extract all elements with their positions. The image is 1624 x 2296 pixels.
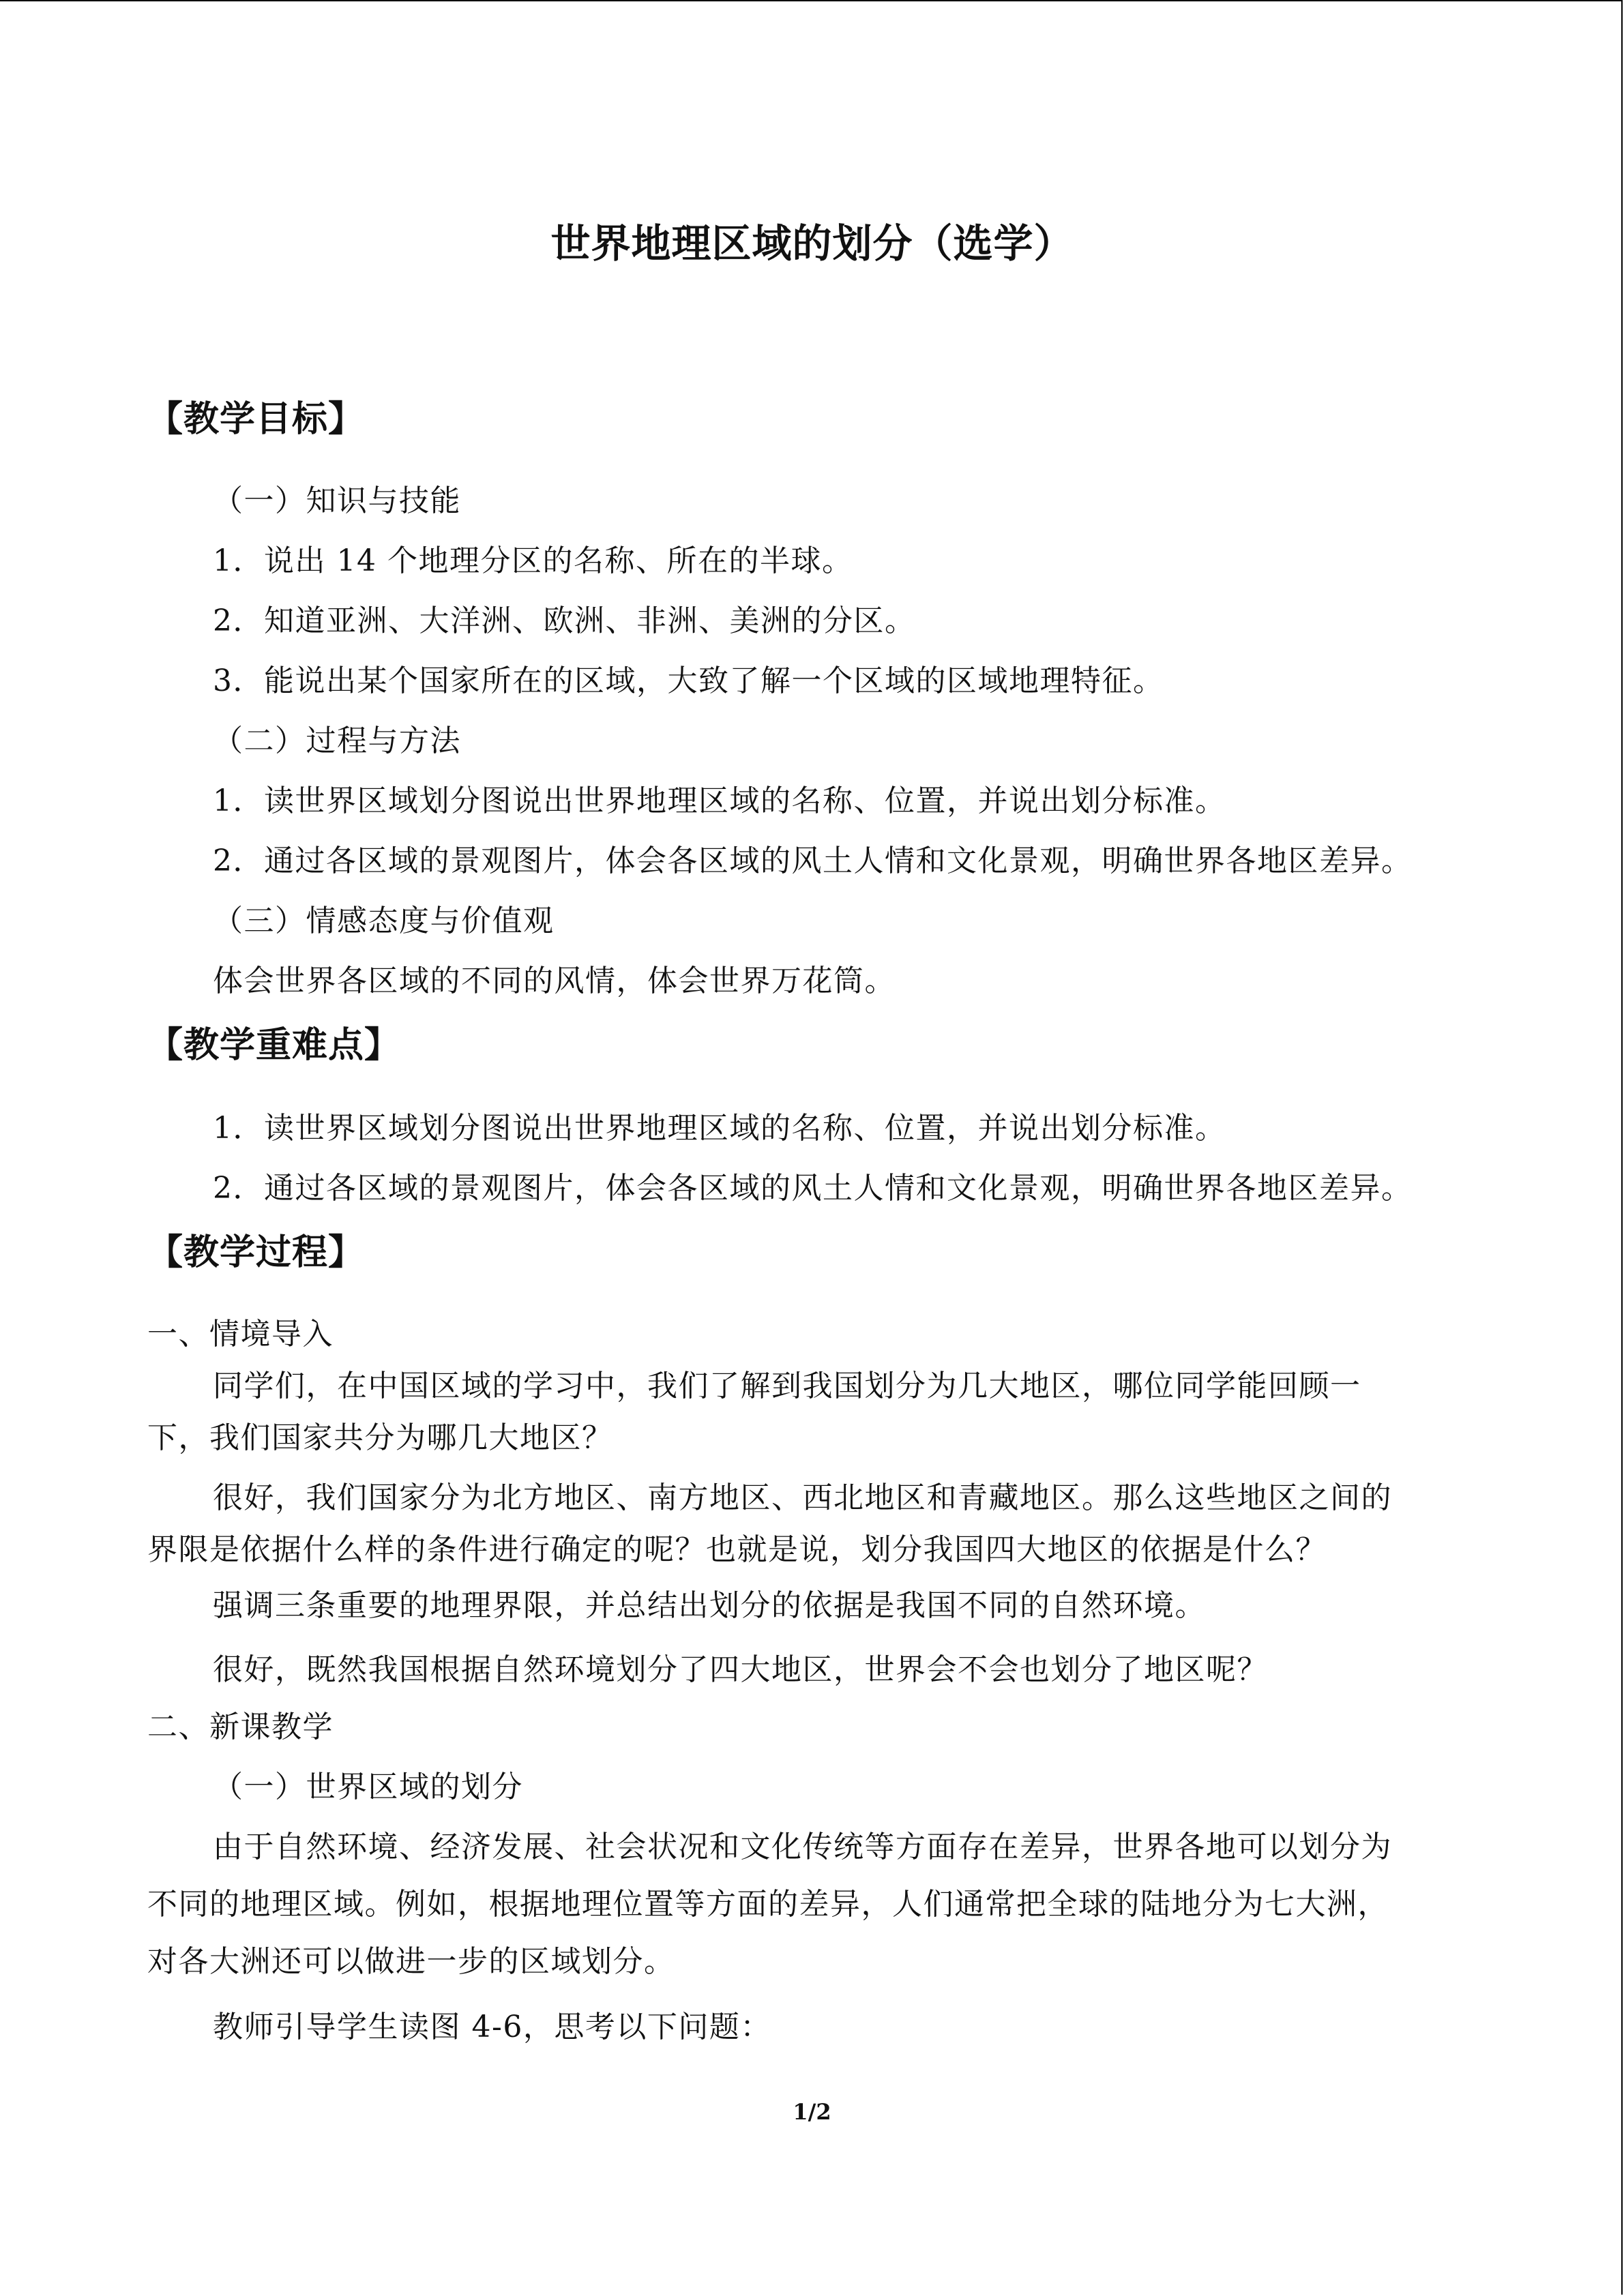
key-points-heading: 【教学重难点】 <box>147 1024 401 1066</box>
document-title: 世界地理区域的划分（选学） <box>550 220 1074 267</box>
section1-paragraph-2-line-1: 很好，我们国家分为北方地区、南方地区、西北地区和青藏地区。那么这些地区之间的 <box>213 1480 1392 1515</box>
key-point-item-1: 1．读世界区域划分图说出世界地理区域的名称、位置，并说出划分标准。 <box>213 1111 1226 1146</box>
page-number: 1/2 <box>793 2099 831 2125</box>
section2-paragraph-1-line-2: 不同的地理区域。例如，根据地理位置等方面的差异，人们通常把全球的陆地分为七大洲， <box>147 1887 1389 1922</box>
section1-paragraph-4: 很好，既然我国根据自然环境划分了四大地区，世界会不会也划分了地区呢？ <box>213 1652 1268 1687</box>
key-point-item-2: 2．通过各区域的景观图片，体会各区域的风土人情和文化景观，明确世界各地区差异。 <box>213 1171 1413 1206</box>
section1-heading: 一、情境导入 <box>147 1317 334 1352</box>
knowledge-item-1: 1．说出 14 个地理分区的名称、所在的半球。 <box>213 543 853 578</box>
section1-paragraph-1-line-2: 下，我们国家共分为哪几大地区？ <box>147 1420 613 1455</box>
section2-paragraph-1-line-3: 对各大洲还可以做进一步的区域划分。 <box>147 1944 675 1979</box>
knowledge-subheading: （一）知识与技能 <box>213 483 461 518</box>
section1-paragraph-2-line-2: 界限是依据什么样的条件进行确定的呢？也就是说，划分我国四大地区的依据是什么？ <box>147 1532 1327 1567</box>
section2-heading: 二、新课教学 <box>147 1710 334 1744</box>
process-subheading: （二）过程与方法 <box>213 724 461 758</box>
objectives-heading: 【教学目标】 <box>147 398 365 440</box>
attitude-text: 体会世界各区域的不同的风情，体会世界万花筒。 <box>213 964 896 998</box>
section2-subheading-1: （一）世界区域的划分 <box>213 1770 523 1804</box>
process-item-2: 2．通过各区域的景观图片，体会各区域的风土人情和文化景观，明确世界各地区差异。 <box>213 844 1413 878</box>
section1-paragraph-3: 强调三条重要的地理界限，并总结出划分的依据是我国不同的自然环境。 <box>213 1588 1206 1623</box>
knowledge-item-2: 2．知道亚洲、大洋洲、欧洲、非洲、美洲的分区。 <box>213 603 916 638</box>
section2-paragraph-2: 教师引导学生读图 4-6，思考以下问题： <box>213 2010 771 2044</box>
section2-paragraph-1-line-1: 由于自然环境、经济发展、社会状况和文化传统等方面存在差异，世界各地可以划分为 <box>213 1830 1392 1864</box>
process-item-1: 1．读世界区域划分图说出世界地理区域的名称、位置，并说出划分标准。 <box>213 784 1226 818</box>
knowledge-item-3: 3．能说出某个国家所在的区域，大致了解一个区域的区域地理特征。 <box>213 664 1164 698</box>
section1-paragraph-1-line-1: 同学们，在中国区域的学习中，我们了解到我国划分为几大地区，哪位同学能回顾一 <box>213 1369 1361 1403</box>
attitude-subheading: （三）情感态度与价值观 <box>213 904 555 938</box>
process-heading: 【教学过程】 <box>147 1232 365 1273</box>
